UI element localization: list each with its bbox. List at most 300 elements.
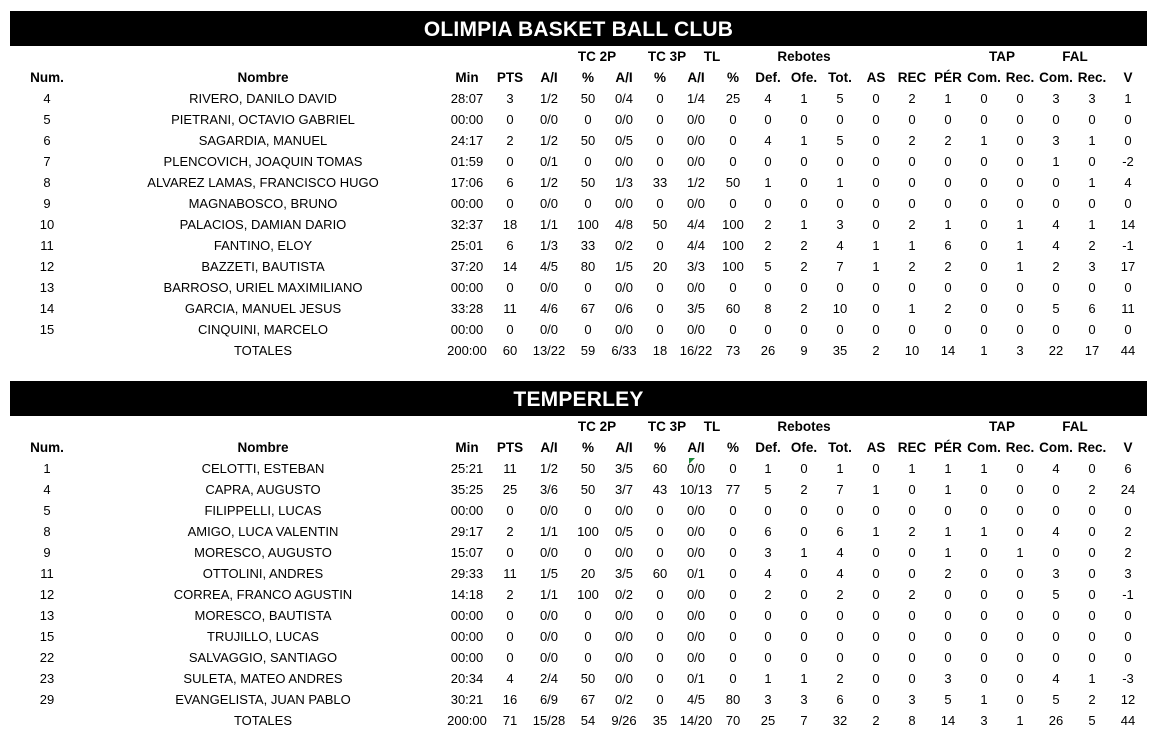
cell-tc3p-ai: 0/0 — [614, 112, 634, 127]
cell-num: 15 — [39, 322, 55, 337]
cell-as: 1 — [872, 259, 880, 274]
cell-tap-rec: 0 — [1016, 112, 1024, 127]
cell-tl-pct: 50 — [725, 175, 741, 190]
cell-fal-rec: 0 — [1088, 322, 1096, 337]
header-reb-def: Def. — [755, 70, 781, 85]
player-row — [10, 256, 1147, 277]
cell-tc2p-pct: 0 — [584, 154, 592, 169]
cell-tap-rec: 1 — [1016, 217, 1024, 232]
cell-as: 0 — [872, 566, 880, 581]
cell-reb-tot: 0 — [836, 280, 844, 295]
cell-min: 20:34 — [450, 671, 484, 686]
player-row — [10, 235, 1147, 256]
cell-tl-ai: 0/1 — [686, 671, 706, 686]
cell-tl-ai: 0/0 — [686, 524, 706, 539]
cell-min: 37:20 — [450, 259, 484, 274]
cell-tc2p-pct: 0 — [584, 608, 592, 623]
cell-fal-rec: 0 — [1088, 524, 1096, 539]
cell-tc2p-ai: 4/5 — [539, 259, 559, 274]
cell-tc3p-ai: 0/2 — [614, 692, 634, 707]
header-nombre: Nombre — [237, 440, 289, 455]
player-row — [10, 689, 1147, 710]
team-section-temperley — [10, 381, 1147, 731]
cell-tc3p-ai: 0/0 — [614, 545, 634, 560]
cell-nombre: MORESCO, AUGUSTO — [194, 545, 332, 560]
cell-reb-tot: 2 — [836, 587, 844, 602]
player-row — [10, 605, 1147, 626]
column-header-row — [10, 437, 1147, 458]
header-fal-com: Com. — [1039, 70, 1073, 85]
total-tl-ai: 16/22 — [679, 343, 713, 358]
cell-tc2p-pct: 0 — [584, 545, 592, 560]
cell-rec: 2 — [908, 133, 916, 148]
cell-tc3p-pct: 0 — [656, 154, 664, 169]
cell-nombre: PLENCOVICH, JOAQUIN TOMAS — [163, 154, 363, 169]
cell-tap-com: 1 — [980, 524, 988, 539]
cell-tc2p-ai: 1/1 — [539, 217, 559, 232]
header-num: Num. — [30, 440, 64, 455]
cell-reb-def: 6 — [764, 524, 772, 539]
cell-tc3p-ai: 1/3 — [614, 175, 634, 190]
cell-fal-com: 1 — [1052, 154, 1060, 169]
column-group-row — [10, 416, 1147, 437]
group-fal: FAL — [1062, 49, 1088, 64]
cell-tl-ai: 0/0 — [686, 112, 706, 127]
cell-reb-ofe: 2 — [800, 259, 808, 274]
cell-per: 1 — [944, 482, 952, 497]
cell-reb-def: 0 — [764, 280, 772, 295]
cell-fal-com: 3 — [1052, 91, 1060, 106]
cell-nombre: TRUJILLO, LUCAS — [207, 629, 319, 644]
cell-tc3p-ai: 0/0 — [614, 196, 634, 211]
cell-reb-def: 4 — [764, 91, 772, 106]
cell-rec: 0 — [908, 175, 916, 190]
cell-fal-rec: 0 — [1088, 196, 1096, 211]
cell-reb-tot: 0 — [836, 650, 844, 665]
cell-val: 11 — [1121, 301, 1135, 316]
cell-as: 0 — [872, 608, 880, 623]
cell-fal-com: 4 — [1052, 217, 1060, 232]
cell-val: 4 — [1124, 175, 1132, 190]
cell-num: 8 — [43, 175, 51, 190]
cell-min: 25:01 — [450, 238, 484, 253]
cell-rec: 2 — [908, 217, 916, 232]
cell-tc2p-pct: 100 — [577, 587, 599, 602]
cell-per: 2 — [944, 566, 952, 581]
cell-tc2p-pct: 0 — [584, 629, 592, 644]
cell-reb-def: 3 — [764, 692, 772, 707]
cell-as: 0 — [872, 322, 880, 337]
header-tc2p-pct: % — [581, 440, 594, 455]
group-tap: TAP — [989, 49, 1015, 64]
cell-tl-ai: 10/13 — [679, 482, 713, 497]
cell-tl-pct: 100 — [722, 259, 744, 274]
cell-nombre: CORREA, FRANCO AGUSTIN — [173, 587, 353, 602]
player-row — [10, 542, 1147, 563]
cell-tc3p-pct: 0 — [656, 524, 664, 539]
cell-per: 0 — [944, 608, 952, 623]
cell-reb-def: 3 — [764, 545, 772, 560]
cell-num: 4 — [43, 482, 51, 497]
cell-tl-pct: 0 — [729, 566, 737, 581]
cell-as: 0 — [872, 196, 880, 211]
cell-reb-def: 0 — [764, 112, 772, 127]
header-val: V — [1123, 440, 1133, 455]
cell-tap-com: 0 — [980, 196, 988, 211]
cell-reb-tot: 7 — [836, 259, 844, 274]
cell-as: 0 — [872, 587, 880, 602]
cell-tap-rec: 1 — [1016, 259, 1024, 274]
cell-reb-ofe: 2 — [800, 482, 808, 497]
cell-pts: 14 — [502, 259, 518, 274]
cell-tc2p-ai: 1/1 — [539, 524, 559, 539]
cell-pts: 0 — [506, 608, 514, 623]
player-row — [10, 521, 1147, 542]
cell-fal-rec: 1 — [1088, 671, 1096, 686]
header-per: PÉR — [934, 70, 962, 85]
cell-nombre: BARROSO, URIEL MAXIMILIANO — [163, 280, 363, 295]
player-row — [10, 298, 1147, 319]
cell-tap-com: 0 — [980, 608, 988, 623]
total-val: 44 — [1120, 713, 1136, 728]
cell-tc3p-ai: 3/5 — [614, 461, 634, 476]
cell-as: 0 — [872, 629, 880, 644]
player-rows — [10, 458, 1147, 710]
cell-per: 0 — [944, 650, 952, 665]
player-row — [10, 193, 1147, 214]
cell-nombre: GARCIA, MANUEL JESUS — [184, 301, 342, 316]
cell-nombre: SAGARDIA, MANUEL — [198, 133, 328, 148]
cell-tap-rec: 0 — [1016, 671, 1024, 686]
cell-tap-com: 0 — [980, 259, 988, 274]
cell-reb-tot: 4 — [836, 545, 844, 560]
cell-reb-def: 0 — [764, 608, 772, 623]
cell-pts: 0 — [506, 322, 514, 337]
cell-comment-marker — [689, 458, 695, 464]
group-tc2p: TC 2P — [577, 49, 617, 64]
cell-tc3p-ai: 0/4 — [614, 91, 634, 106]
cell-val: 0 — [1124, 322, 1132, 337]
cell-reb-def: 4 — [764, 566, 772, 581]
cell-tap-rec: 0 — [1016, 301, 1024, 316]
total-tc3p-pct: 35 — [652, 713, 668, 728]
cell-tap-com: 0 — [980, 112, 988, 127]
header-reb-ofe: Ofe. — [790, 440, 818, 455]
cell-num: 7 — [43, 154, 51, 169]
header-val: V — [1123, 70, 1133, 85]
total-nombre: TOTALES — [233, 713, 293, 728]
cell-as: 0 — [872, 112, 880, 127]
player-row — [10, 500, 1147, 521]
header-reb-ofe: Ofe. — [790, 70, 818, 85]
cell-per: 1 — [944, 545, 952, 560]
cell-pts: 6 — [506, 238, 514, 253]
total-tl-pct: 73 — [725, 343, 741, 358]
cell-reb-def: 8 — [764, 301, 772, 316]
cell-tl-pct: 100 — [722, 217, 744, 232]
cell-fal-rec: 3 — [1088, 91, 1096, 106]
player-row — [10, 626, 1147, 647]
cell-tl-ai: 3/3 — [686, 259, 706, 274]
cell-nombre: EVANGELISTA, JUAN PABLO — [175, 692, 351, 707]
cell-tc3p-pct: 0 — [656, 133, 664, 148]
totals-holder — [10, 710, 1147, 731]
cell-rec: 1 — [908, 461, 916, 476]
cell-val: 17 — [1120, 259, 1136, 274]
cell-fal-rec: 2 — [1088, 692, 1096, 707]
cell-reb-tot: 10 — [832, 301, 848, 316]
cell-reb-def: 2 — [764, 587, 772, 602]
cell-tc3p-ai: 0/2 — [614, 238, 634, 253]
cell-tap-rec: 0 — [1016, 322, 1024, 337]
cell-tap-com: 1 — [980, 133, 988, 148]
cell-min: 33:28 — [450, 301, 484, 316]
cell-tc2p-ai: 3/6 — [539, 482, 559, 497]
cell-pts: 2 — [506, 587, 514, 602]
cell-min: 00:00 — [450, 503, 484, 518]
cell-nombre: RIVERO, DANILO DAVID — [189, 91, 337, 106]
cell-tl-pct: 60 — [725, 301, 741, 316]
cell-tc2p-ai: 0/0 — [539, 280, 559, 295]
cell-min: 32:37 — [450, 217, 484, 232]
cell-reb-tot: 0 — [836, 322, 844, 337]
header-tap-com: Com. — [967, 440, 1001, 455]
cell-as: 0 — [872, 503, 880, 518]
total-tc2p-ai: 15/28 — [532, 713, 566, 728]
cell-num: 22 — [39, 650, 55, 665]
cell-rec: 1 — [908, 301, 916, 316]
player-row — [10, 584, 1147, 605]
cell-per: 1 — [944, 461, 952, 476]
group-tl: TL — [703, 419, 721, 434]
cell-reb-ofe: 0 — [800, 175, 808, 190]
cell-fal-com: 0 — [1052, 112, 1060, 127]
player-row — [10, 277, 1147, 298]
cell-reb-tot: 4 — [836, 238, 844, 253]
cell-tc3p-pct: 0 — [656, 545, 664, 560]
cell-tc2p-pct: 0 — [584, 196, 592, 211]
cell-fal-rec: 0 — [1088, 608, 1096, 623]
cell-tl-pct: 0 — [729, 322, 737, 337]
cell-per: 1 — [944, 524, 952, 539]
cell-per: 0 — [944, 154, 952, 169]
header-tl-pct: % — [726, 70, 739, 85]
cell-pts: 0 — [506, 154, 514, 169]
cell-min: 00:00 — [450, 629, 484, 644]
total-reb-ofe: 7 — [800, 713, 808, 728]
cell-num: 9 — [43, 545, 51, 560]
cell-nombre: AMIGO, LUCA VALENTIN — [187, 524, 339, 539]
cell-as: 1 — [872, 238, 880, 253]
cell-val: 14 — [1120, 217, 1136, 232]
cell-pts: 0 — [506, 196, 514, 211]
cell-reb-tot: 5 — [836, 133, 844, 148]
cell-tap-com: 1 — [980, 461, 988, 476]
cell-tc2p-ai: 4/6 — [539, 301, 559, 316]
cell-tap-com: 0 — [980, 91, 988, 106]
total-tc3p-ai: 9/26 — [611, 713, 637, 728]
total-val: 44 — [1120, 343, 1136, 358]
cell-as: 0 — [872, 280, 880, 295]
cell-tap-com: 0 — [980, 280, 988, 295]
cell-num: 10 — [39, 217, 55, 232]
header-tap-rec: Rec. — [1005, 440, 1035, 455]
cell-tc2p-ai: 0/1 — [539, 154, 559, 169]
total-tc3p-pct: 18 — [652, 343, 668, 358]
cell-tc2p-pct: 0 — [584, 322, 592, 337]
cell-reb-ofe: 0 — [800, 322, 808, 337]
cell-reb-def: 0 — [764, 629, 772, 644]
cell-tc3p-ai: 0/2 — [614, 587, 634, 602]
header-tc2p-pct: % — [581, 70, 594, 85]
total-tc3p-ai: 6/33 — [611, 343, 637, 358]
cell-as: 0 — [872, 301, 880, 316]
cell-min: 35:25 — [450, 482, 484, 497]
group-fal: FAL — [1062, 419, 1088, 434]
cell-tl-ai: 4/5 — [686, 692, 706, 707]
cell-fal-rec: 2 — [1088, 238, 1096, 253]
cell-tap-rec: 0 — [1016, 587, 1024, 602]
cell-tc3p-pct: 0 — [656, 629, 664, 644]
cell-nombre: CELOTTI, ESTEBAN — [201, 461, 325, 476]
header-reb-tot: Tot. — [828, 440, 852, 455]
cell-tc2p-pct: 20 — [580, 566, 596, 581]
header-fal-rec: Rec. — [1077, 70, 1107, 85]
cell-tap-com: 0 — [980, 217, 988, 232]
cell-reb-def: 5 — [764, 259, 772, 274]
cell-tc3p-pct: 0 — [656, 322, 664, 337]
cell-tap-rec: 0 — [1016, 524, 1024, 539]
cell-per: 0 — [944, 322, 952, 337]
cell-val: 24 — [1120, 482, 1136, 497]
total-per: 14 — [940, 343, 956, 358]
player-row — [10, 130, 1147, 151]
cell-num: 4 — [43, 91, 51, 106]
cell-reb-tot: 0 — [836, 629, 844, 644]
cell-tap-rec: 0 — [1016, 566, 1024, 581]
cell-tap-rec: 0 — [1016, 461, 1024, 476]
cell-tl-ai: 0/0 — [686, 461, 706, 476]
cell-tap-com: 1 — [980, 692, 988, 707]
cell-as: 0 — [872, 461, 880, 476]
cell-fal-rec: 3 — [1088, 259, 1096, 274]
cell-tl-ai: 0/0 — [686, 503, 706, 518]
cell-tc3p-ai: 3/7 — [614, 482, 634, 497]
player-row — [10, 88, 1147, 109]
cell-tc3p-pct: 0 — [656, 503, 664, 518]
header-tl-pct: % — [726, 440, 739, 455]
cell-nombre: SALVAGGIO, SANTIAGO — [188, 650, 338, 665]
cell-tc2p-ai: 1/3 — [539, 238, 559, 253]
team-title: OLIMPIA BASKET BALL CLUB — [10, 11, 1147, 46]
cell-tap-rec: 1 — [1016, 238, 1024, 253]
cell-reb-ofe: 1 — [800, 671, 808, 686]
cell-tc3p-ai: 4/8 — [614, 217, 634, 232]
cell-val: -3 — [1122, 671, 1134, 686]
cell-tc3p-pct: 0 — [656, 238, 664, 253]
cell-tl-pct: 0 — [729, 112, 737, 127]
cell-rec: 0 — [908, 650, 916, 665]
cell-tc3p-ai: 0/6 — [614, 301, 634, 316]
header-as: AS — [866, 70, 886, 85]
header-pts: PTS — [496, 440, 524, 455]
cell-pts: 4 — [506, 671, 514, 686]
cell-fal-com: 4 — [1052, 671, 1060, 686]
cell-tc3p-pct: 0 — [656, 650, 664, 665]
cell-min: 00:00 — [450, 112, 484, 127]
cell-tap-com: 0 — [980, 566, 988, 581]
cell-pts: 11 — [503, 566, 517, 581]
cell-pts: 0 — [506, 545, 514, 560]
cell-min: 24:17 — [450, 133, 484, 148]
cell-tc3p-pct: 50 — [652, 217, 668, 232]
cell-val: 2 — [1124, 524, 1132, 539]
cell-as: 0 — [872, 217, 880, 232]
cell-num: 1 — [43, 461, 51, 476]
cell-tc2p-pct: 0 — [584, 280, 592, 295]
total-tap-com: 3 — [980, 713, 988, 728]
group-tap: TAP — [989, 419, 1015, 434]
cell-fal-rec: 0 — [1088, 650, 1096, 665]
player-row — [10, 458, 1147, 479]
total-fal-rec: 5 — [1088, 713, 1096, 728]
cell-rec: 0 — [908, 112, 916, 127]
header-rec: REC — [897, 440, 927, 455]
header-per: PÉR — [934, 440, 962, 455]
player-row — [10, 319, 1147, 340]
cell-min: 28:07 — [450, 91, 484, 106]
cell-min: 00:00 — [450, 650, 484, 665]
cell-tc2p-pct: 80 — [580, 259, 596, 274]
cell-tc3p-ai: 3/5 — [614, 566, 634, 581]
total-pts: 60 — [502, 343, 518, 358]
cell-tc3p-pct: 0 — [656, 608, 664, 623]
cell-pts: 25 — [502, 482, 518, 497]
cell-pts: 16 — [502, 692, 518, 707]
cell-tl-pct: 80 — [725, 692, 741, 707]
cell-per: 5 — [944, 692, 952, 707]
cell-fal-rec: 6 — [1088, 301, 1096, 316]
cell-reb-tot: 7 — [836, 482, 844, 497]
cell-tl-ai: 0/0 — [686, 608, 706, 623]
cell-pts: 0 — [506, 280, 514, 295]
cell-tl-pct: 0 — [729, 280, 737, 295]
header-tl-ai: A/I — [687, 70, 705, 85]
cell-tap-com: 0 — [980, 671, 988, 686]
player-row — [10, 214, 1147, 235]
cell-tl-ai: 1/4 — [686, 91, 706, 106]
cell-fal-com: 0 — [1052, 196, 1060, 211]
cell-pts: 18 — [502, 217, 518, 232]
cell-nombre: OTTOLINI, ANDRES — [202, 566, 324, 581]
cell-tl-pct: 0 — [729, 154, 737, 169]
cell-val: 6 — [1124, 461, 1132, 476]
cell-as: 0 — [872, 545, 880, 560]
cell-nombre: PALACIOS, DAMIAN DARIO — [179, 217, 347, 232]
cell-fal-rec: 1 — [1088, 175, 1096, 190]
cell-nombre: MORESCO, BAUTISTA — [194, 608, 332, 623]
total-reb-tot: 35 — [832, 343, 848, 358]
cell-num: 23 — [39, 671, 55, 686]
cell-tc2p-pct: 67 — [580, 692, 596, 707]
total-fal-com: 22 — [1048, 343, 1064, 358]
cell-pts: 0 — [506, 112, 514, 127]
cell-tc2p-ai: 0/0 — [539, 322, 559, 337]
cell-fal-com: 0 — [1052, 280, 1060, 295]
cell-rec: 0 — [908, 322, 916, 337]
cell-reb-tot: 5 — [836, 91, 844, 106]
cell-fal-rec: 0 — [1088, 461, 1096, 476]
